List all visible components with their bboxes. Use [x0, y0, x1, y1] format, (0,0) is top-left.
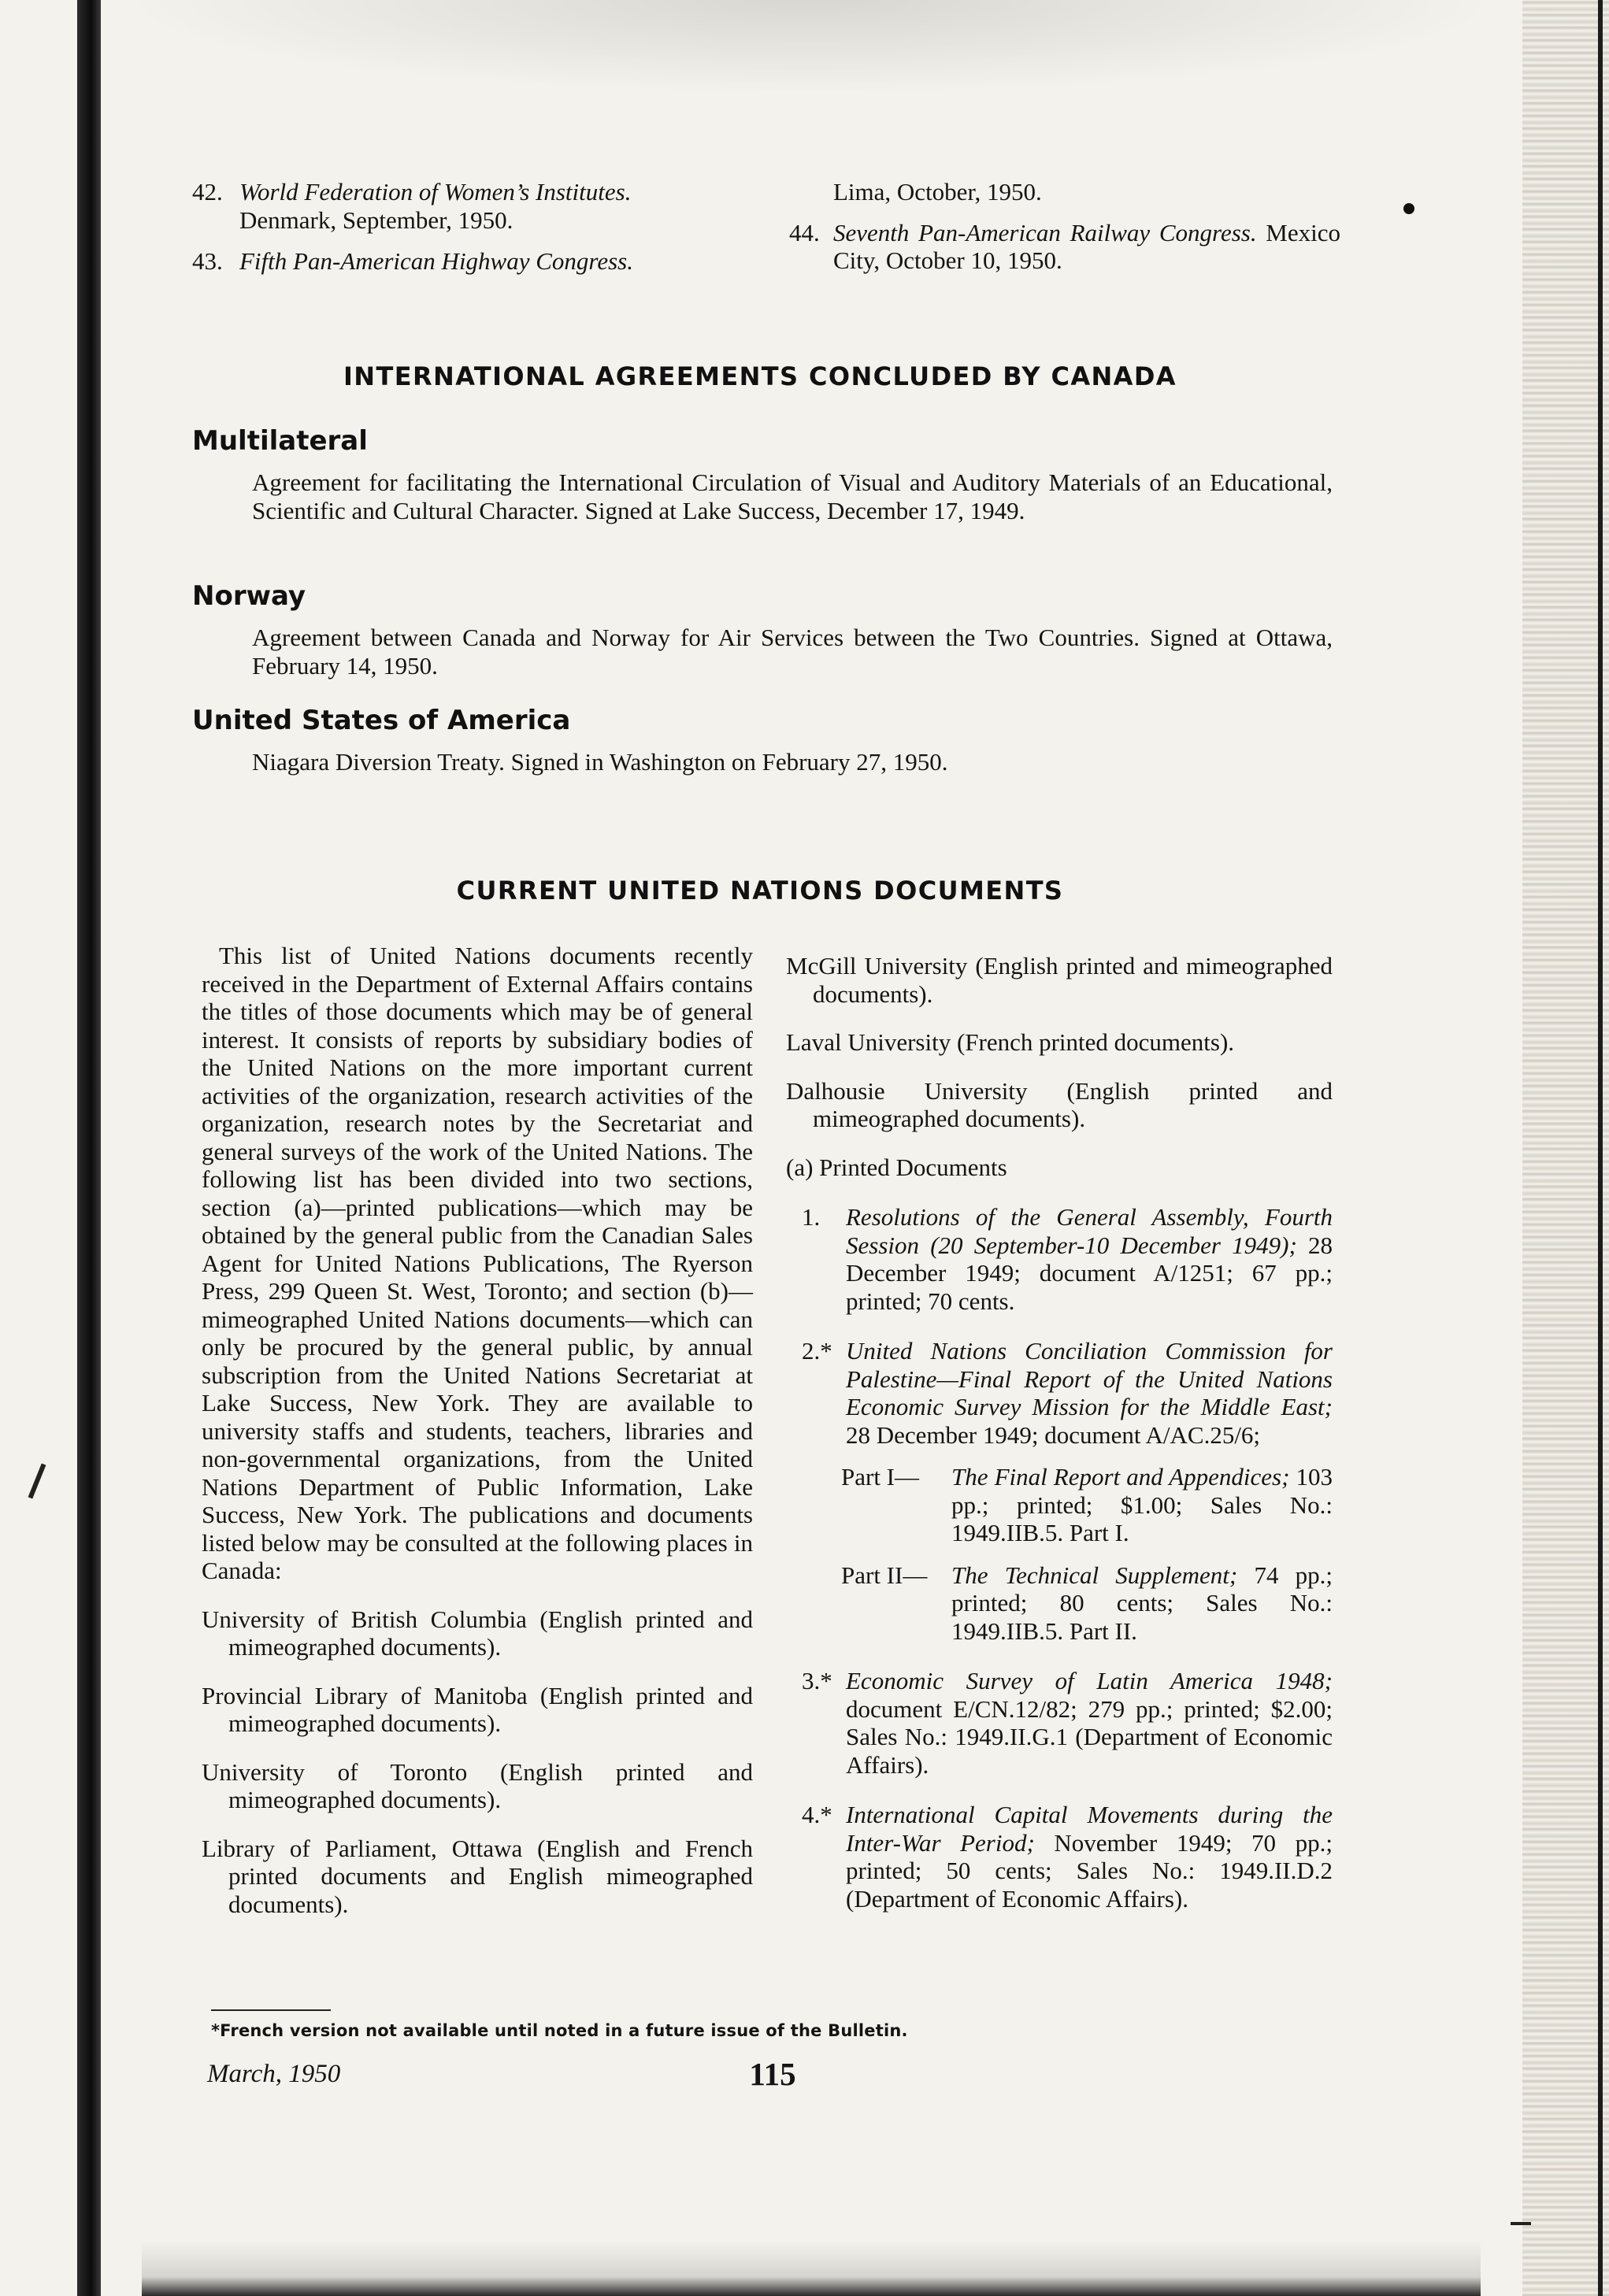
ink-mark	[1511, 2222, 1531, 2225]
ink-spot	[1403, 203, 1414, 214]
part-detail: 103 pp.; printed; $1.00; Sales No.: 1949.IIB.5. Part I.	[951, 1463, 1333, 1546]
document-detail: document E/CN.12/82; 279 pp.; printed; $2.00; Sales No.: 1949.II.G.1 (Department of Economic Affairs).	[846, 1694, 1333, 1779]
document-item	[802, 1801, 1333, 1913]
document-part	[841, 1561, 1333, 1646]
un-documents-right-column	[786, 952, 1333, 1913]
document-detail: November 1949; 70 pp.; printed; 50 cents; Sales No.: 1949.II.D.2 (Department of Economic Affairs).	[846, 1828, 1333, 1913]
place-entry: McGill University (English printed and mimeographed documents).	[786, 952, 1333, 1008]
document-part	[841, 1463, 1333, 1547]
document-item	[802, 1337, 1333, 1449]
place-entry: Dalhousie University (English printed and mimeographed documents).	[786, 1076, 1333, 1132]
place-entry: Laval University (French printed documents).	[786, 1028, 1235, 1056]
document-title: United Nations Conciliation Commission for Palestine—Final Report of the United Nations Economic Survey Mission for the Middle East;	[846, 1337, 1333, 1420]
scan-noise-top	[118, 0, 1504, 94]
event-detail: Mexico City, October 10, 1950.	[833, 218, 1340, 274]
printed-documents-list	[802, 1203, 1333, 1913]
event-number: 44.	[789, 218, 820, 246]
document-number: 2.*	[802, 1337, 832, 1365]
issue-date: March, 1950	[207, 2060, 341, 2088]
footnote: *French version not available until noted in a future issue of the Bulletin.	[211, 2021, 908, 2040]
event-title: Seventh Pan-American Railway Congress.	[833, 218, 1257, 246]
document-title: Resolutions of the General Assembly, Fourth Session (20 September-10 December 1949);	[846, 1203, 1333, 1259]
event-item	[192, 247, 759, 276]
document-parts	[802, 1463, 1333, 1645]
page-edge-right	[1522, 0, 1609, 2296]
part-title: The Technical Supplement;	[951, 1561, 1238, 1589]
part-label: Part II—	[841, 1561, 928, 1589]
document-detail: 28 December 1949; document A/AC.25/6;	[846, 1420, 1261, 1449]
agreement-text: Niagara Diversion Treaty. Signed in Washington on February 27, 1950.	[252, 748, 948, 776]
place-entry: University of British Columbia (English printed and mimeographed documents).	[202, 1605, 753, 1661]
event-number: 42.	[192, 178, 223, 206]
event-detail: Denmark, September, 1950.	[239, 206, 513, 234]
document-item	[802, 1667, 1333, 1779]
place-entry: Provincial Library of Manitoba (English printed and mimeographed documents).	[202, 1681, 753, 1737]
document-item	[802, 1203, 1333, 1315]
printed-documents-heading: (a) Printed Documents	[786, 1153, 1007, 1181]
event-title: Fifth Pan-American Highway Congress.	[239, 247, 633, 275]
events-right-column	[789, 178, 1340, 275]
document-number: 3.*	[802, 1667, 832, 1694]
document-title: Economic Survey of Latin America 1948;	[846, 1667, 1333, 1694]
agreement-text: Agreement between Canada and Norway for Air Services between the Two Countries. Signed at Ottawa, February 14, 1950.	[252, 624, 1333, 680]
document-detail: 28 December 1949; document A/1251; 67 pp.; printed; 70 cents.	[846, 1231, 1333, 1315]
part-title: The Final Report and Appendices;	[951, 1463, 1290, 1491]
part-label: Part I—	[841, 1463, 920, 1491]
document-number: 4.*	[802, 1801, 832, 1828]
page-number: 115	[749, 2056, 796, 2092]
event-item	[789, 219, 1340, 275]
scan-shadow-bottom	[142, 2241, 1481, 2296]
section-heading-norway: Norway	[192, 580, 306, 612]
intro-paragraph: This list of United Nations documents recently received in the Department of External Affairs contains the titles of those documents which may be of general interest. It consists of reports by subsidiary bodies of the United Nations on the more important current activities of the organization, research activities of the organization, research notes by the Secretariat and general surveys of the work of the United Nations. The following list has been divided into two sections, section (a)—printed publications—which may be obtained by the general public from the Canadian Sales Agent for United Nations Publications, The Ryerson Press, 299 Queen St. West, Toronto; and section (b)—mimeographed United Nations documents—which can only be procured by the general public, by annual subscription from the United Nations Secretariat at Lake Success, New York. They are available to university staffs and students, teachers, libraries and non-governmental organizations, from the United Nations Department of Public Information, Lake Success, New York. The publications and documents listed below may be consulted at the following places in Canada:	[202, 942, 753, 1584]
un-documents-left-column	[202, 942, 753, 1918]
place-entry: Library of Parliament, Ottawa (English and French printed documents and English mimeographed documents).	[202, 1834, 753, 1918]
section-heading-usa: United States of America	[192, 705, 571, 736]
event-number: 43.	[192, 247, 223, 275]
un-documents-heading: CURRENT UNITED NATIONS DOCUMENTS	[456, 876, 1064, 905]
event-continuation: Lima, October, 1950.	[833, 178, 1042, 206]
page-edge-rule	[1598, 0, 1603, 2296]
binding-shadow	[77, 0, 101, 2296]
agreements-heading: INTERNATIONAL AGREEMENTS CONCLUDED BY CANADA	[343, 361, 1177, 391]
page-margin-left	[0, 0, 27, 2296]
event-item	[192, 178, 759, 234]
footnote-rule	[211, 2009, 331, 2011]
ink-mark	[28, 1464, 46, 1499]
events-left-column	[192, 178, 759, 276]
agreement-text: Agreement for facilitating the International Circulation of Visual and Auditory Materials of an Educational, Scientific and Cultural Character. Signed at Lake Success, December 17, 1949.	[252, 468, 1333, 524]
place-entry: University of Toronto (English printed and mimeographed documents).	[202, 1757, 753, 1813]
document-title: International Capital Movements during the Inter-War Period;	[846, 1801, 1333, 1857]
part-detail: 74 pp.; printed; 80 cents; Sales No.: 1949.IIB.5. Part II.	[951, 1561, 1333, 1645]
section-heading-multilateral: Multilateral	[192, 425, 368, 457]
event-title: World Federation of Women’s Institutes.	[239, 178, 632, 206]
document-number: 1.	[802, 1203, 821, 1231]
